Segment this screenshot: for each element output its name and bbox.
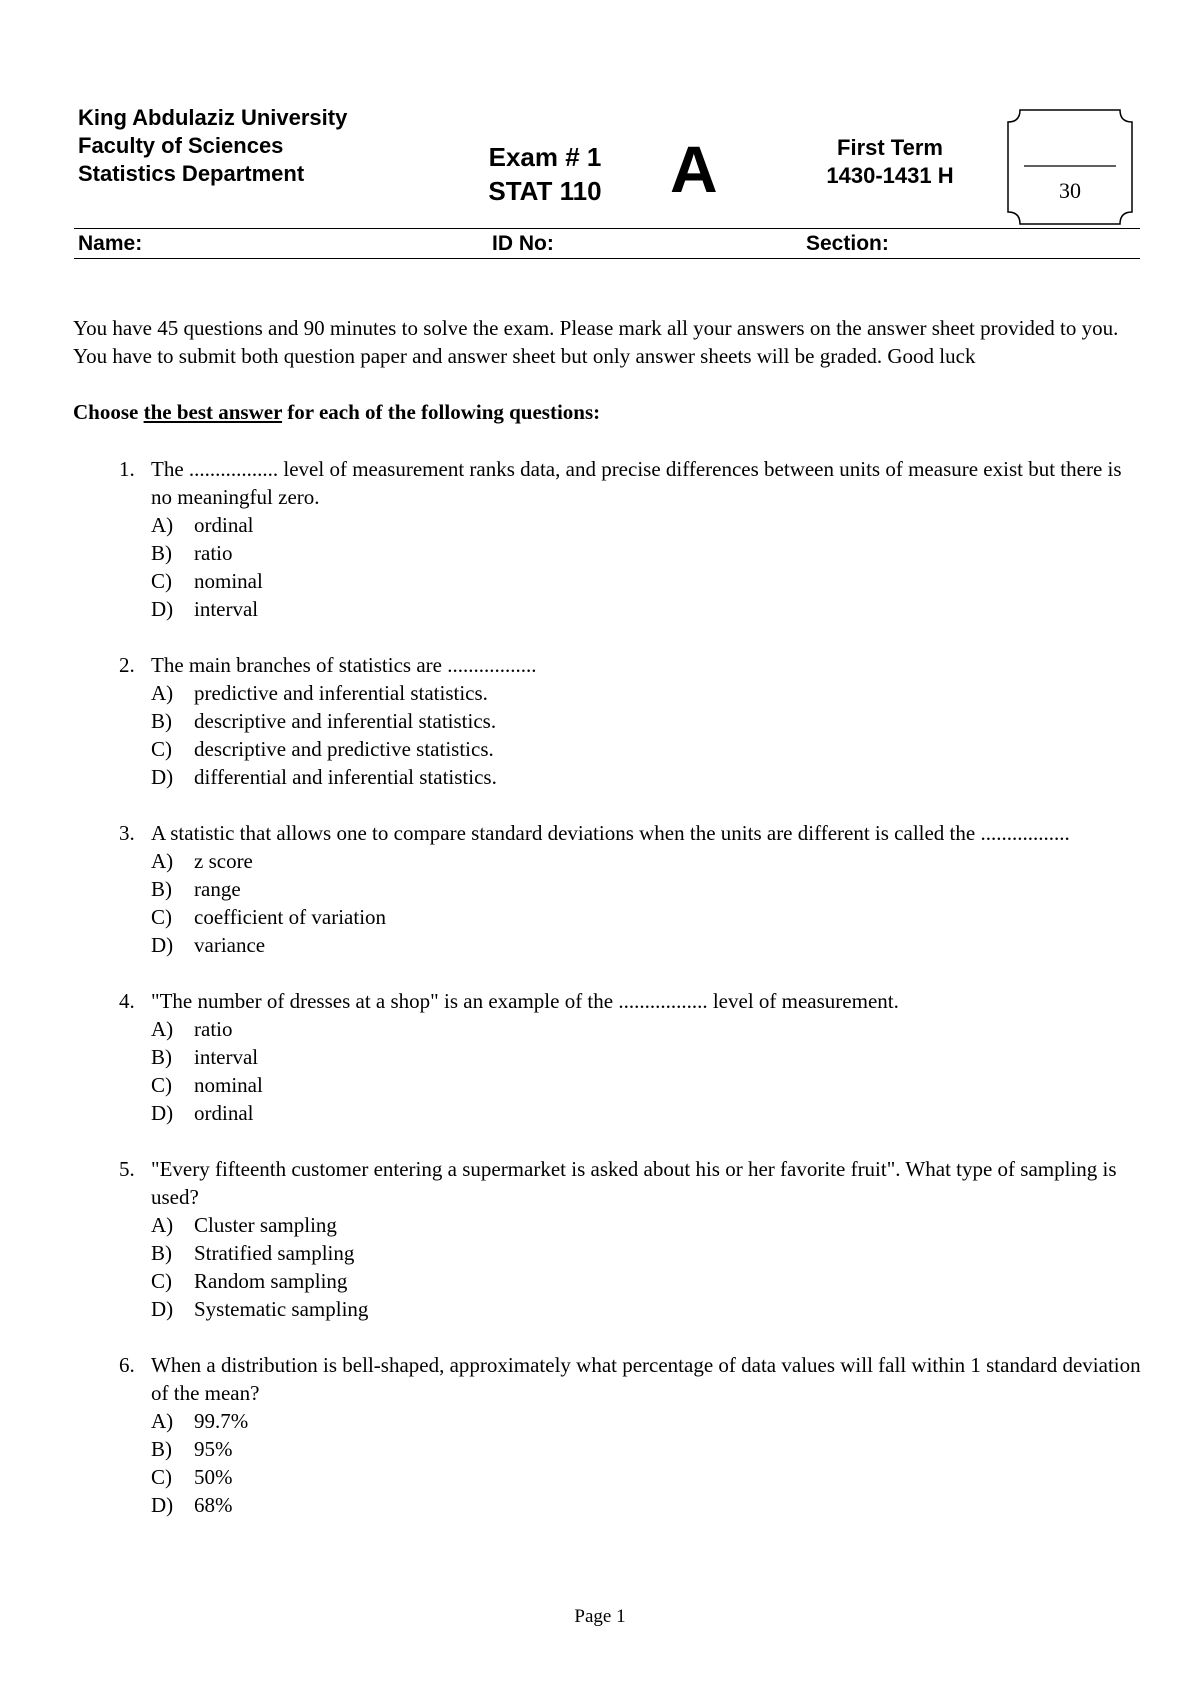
option-text: Stratified sampling [194,1241,355,1265]
option-text: range [194,877,241,901]
option-d [151,931,1143,959]
term-block [800,134,980,190]
exam-instructions [73,398,1143,426]
option-letter: A) [151,681,174,705]
option-letter: D) [151,1101,174,1125]
option-d [151,595,1143,623]
option-b [151,1239,1143,1267]
exam-title-block [470,140,620,208]
question-3 [73,819,1143,959]
option-letter: B) [151,709,172,733]
question-text: The main branches of statistics are ................. [151,653,537,677]
question-text: "Every fifteenth customer entering a supermarket is asked about his or her favorite fruit". What type of sampling is used? [151,1157,1117,1209]
department-name: Statistics Department [78,161,305,186]
option-text: 50% [194,1465,233,1489]
option-text: variance [194,933,266,957]
option-text: nominal [194,1073,263,1097]
option-text: 99.7% [194,1409,249,1433]
question-number: 5. [119,1157,135,1181]
option-a [151,1407,1143,1435]
option-letter: A) [151,849,174,873]
question-text: When a distribution is bell-shaped, approximately what percentage of data values will fall within 1 standard deviation of the mean? [151,1353,1141,1405]
option-text: ordinal [194,513,254,537]
question-number: 1. [119,457,135,481]
option-text: descriptive and predictive statistics. [194,737,494,761]
question-4 [73,987,1143,1127]
option-letter: D) [151,1493,174,1517]
option-b [151,1435,1143,1463]
page-number: Page 1 [574,1606,626,1627]
option-text: coefficient of variation [194,905,387,929]
option-text: z score [194,849,253,873]
score-box-frame-icon [1006,108,1134,226]
option-letter: C) [151,1465,172,1489]
option-text: interval [194,597,259,621]
option-letter: B) [151,877,172,901]
option-a [151,679,1143,707]
question-text: "The number of dresses at a shop" is an example of the ................. level of measurement. [151,989,899,1013]
option-letter: C) [151,1073,172,1097]
option-letter: A) [151,1213,174,1237]
option-letter: A) [151,513,174,537]
score-total: 30 [1059,178,1081,203]
score-box [1006,108,1134,226]
option-text: predictive and inferential statistics. [194,681,488,705]
student-info-row [78,230,1138,260]
option-c [151,1267,1143,1295]
option-text: ratio [194,1017,233,1041]
exam-number: Exam # 1 [488,142,602,172]
option-text: differential and inferential statistics. [194,765,497,789]
option-a [151,1015,1143,1043]
option-letter: C) [151,737,172,761]
instructions-emphasis: the best answer [143,400,283,424]
option-text: interval [194,1045,259,1069]
question-text: A statistic that allows one to compare standard deviations when the units are different is called the ................. [151,821,1070,845]
question-number: 2. [119,653,135,677]
option-a [151,847,1143,875]
option-text: nominal [194,569,263,593]
option-letter: D) [151,597,174,621]
option-c [151,1463,1143,1491]
option-text: 95% [194,1437,233,1461]
option-letter: A) [151,1409,174,1433]
option-text: ordinal [194,1101,254,1125]
option-d [151,1491,1143,1519]
question-text: The ................. level of measurement ranks data, and precise differences between units of measure exist but there is no meaningful zero. [151,457,1122,509]
exam-intro: You have 45 questions and 90 minutes to solve the exam. Please mark all your answers on the answer sheet provided to you. You have to submit both question paper and answer sheet but only answer sheets will be graded. Good luck [73,316,1119,368]
option-letter: D) [151,933,174,957]
option-letter: B) [151,1241,172,1265]
name-label: Name: [78,232,143,255]
option-letter: D) [151,1297,174,1321]
option-text: Random sampling [194,1269,348,1293]
question-2 [73,651,1143,791]
section-label: Section: [806,232,889,255]
option-a [151,511,1143,539]
question-5 [73,1155,1143,1323]
option-letter: D) [151,765,174,789]
question-number: 3. [119,821,135,845]
info-top-rule [74,228,1140,229]
option-text: Systematic sampling [194,1297,369,1321]
question-number: 4. [119,989,135,1013]
option-letter: C) [151,569,172,593]
exam-body [73,314,1143,1547]
option-letter: B) [151,1045,172,1069]
option-b [151,1043,1143,1071]
term-name: First Term [837,135,943,160]
option-b [151,875,1143,903]
option-letter: B) [151,1437,172,1461]
faculty-name: Faculty of Sciences [78,133,284,158]
info-bottom-rule [74,258,1140,259]
option-c [151,903,1143,931]
option-letter: B) [151,541,172,565]
id-label: ID No: [492,232,554,255]
option-a [151,1211,1143,1239]
course-code: STAT 110 [488,176,602,206]
instructions-before: Choose [73,400,144,424]
instructions-after: for each of the following questions: [282,400,601,424]
option-c [151,567,1143,595]
option-text: 68% [194,1493,233,1517]
option-d [151,1295,1143,1323]
exam-version: A [670,132,718,206]
academic-year: 1430-1431 H [826,163,954,188]
question-1 [73,455,1143,623]
option-b [151,539,1143,567]
option-d [151,763,1143,791]
option-d [151,1099,1143,1127]
option-letter: A) [151,1017,174,1041]
university-name: King Abdulaziz University [78,105,348,130]
institution-block [78,104,347,188]
option-text: ratio [194,541,233,565]
question-number: 6. [119,1353,135,1377]
question-6 [73,1351,1143,1519]
option-c [151,1071,1143,1099]
option-b [151,707,1143,735]
option-text: Cluster sampling [194,1213,337,1237]
option-c [151,735,1143,763]
option-letter: C) [151,1269,172,1293]
option-letter: C) [151,905,172,929]
option-text: descriptive and inferential statistics. [194,709,497,733]
